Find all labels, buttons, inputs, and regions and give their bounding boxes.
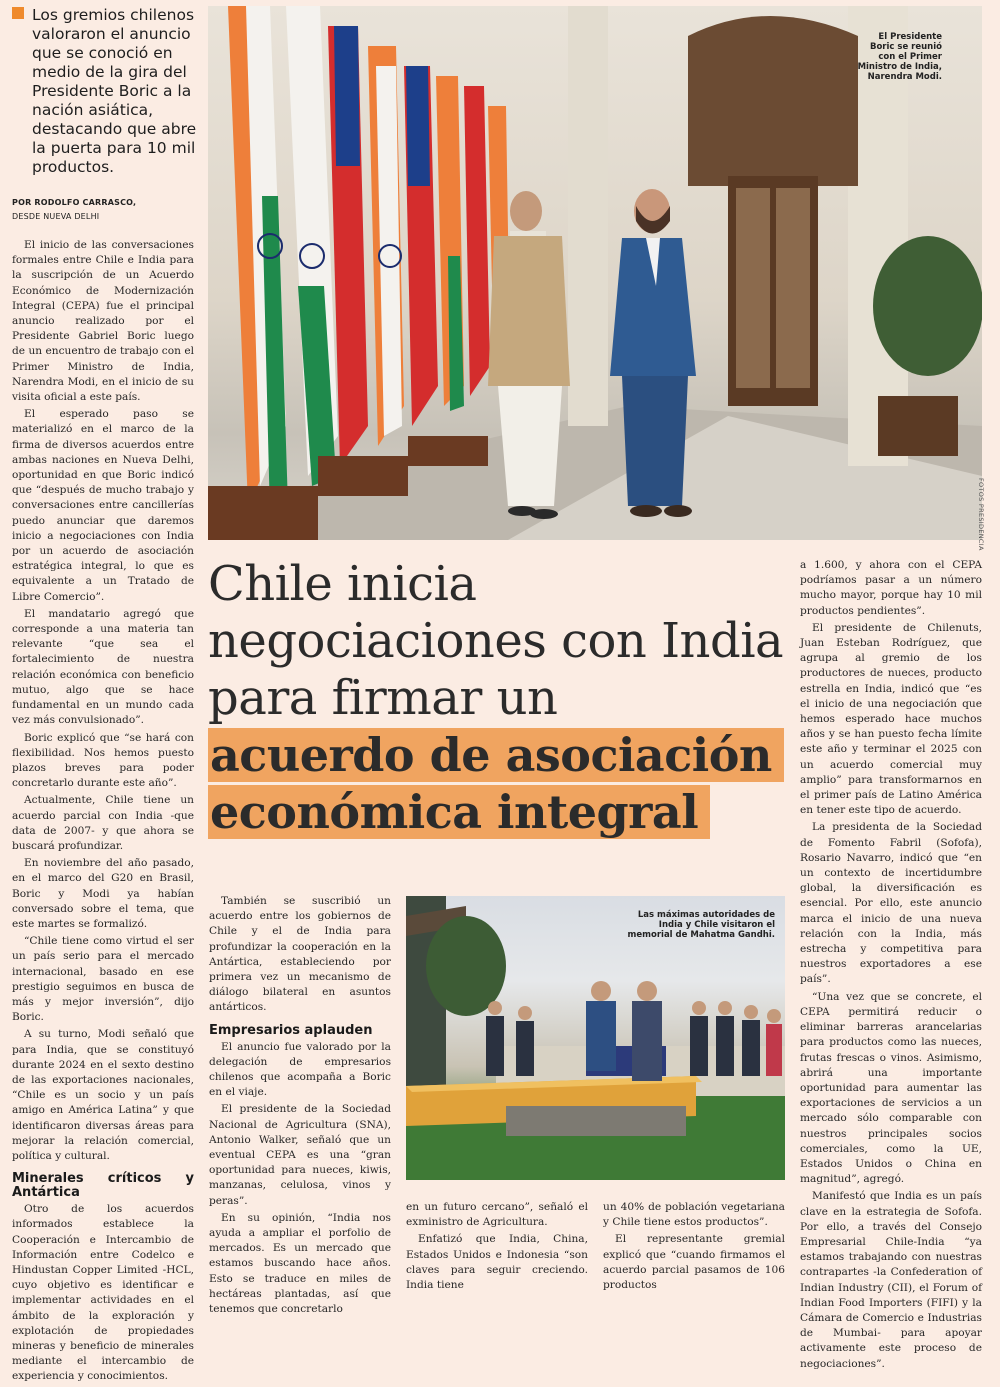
paragraph: A su turno, Modi señaló que para India, que se constituyó durante 2024 en el sexto destino de las exportaciones nacionales, “Chile es un socio y un país amigo en América Latina” y que identificaron diversas áreas para mejorar la relación comercial, política y cultural. (12, 1028, 194, 1162)
lead-summary (12, 6, 198, 177)
memorial-photo (406, 896, 785, 1180)
paragraph: “Chile tiene como virtud el ser un país serio para el mercado internacional, basado en ese prestigio seguimos en busca de más y mejor inversión”, dijo Boric. (12, 935, 194, 1024)
bullet-square-icon (12, 7, 24, 19)
paragraph: Actualmente, Chile tiene un acuerdo parcial con India -que data de 2007- y que ahora se buscará profundizar. (12, 794, 194, 852)
headline-bold: acuerdo de asociación económica integral (208, 728, 784, 839)
paragraph: El presidente de la Sociedad Nacional de Agricultura (SNA), Antonio Walker, señaló que un eventual CEPA es una “gran oportunidad para nueces, kiwis, manzanas, celulosa, vinos y peras”. (209, 1103, 391, 1207)
paragraph: El presidente de Chilenuts, Juan Esteban Rodríguez, que agrupa al gremio de los productores de nueces, producto estrella en India, indicó que “es el inicio de una negociación que hemos esperado hace muchos años y se han puesto fecha límite este año y terminar el 2025 con un acuerdo comercial muy amplio” para transformarnos en el primer país de Latino América en tener este tipo de acuerdo. (800, 621, 982, 817)
paragraph: en un futuro cercano”, señaló el exministro de Agricultura. (406, 1201, 588, 1229)
photo-illustration (208, 6, 982, 540)
article-column-5 (800, 558, 982, 1374)
photo-caption: El Presidente Boric se reunió con el Primer Ministro de India, Narendra Modi. (857, 32, 942, 82)
subheading: Empresarios aplauden (209, 1022, 373, 1038)
paragraph: a 1.600, y ahora con el CEPA podríamos pasar a un número mucho mayor, porque hay 10 mil productos pendientes”. (800, 559, 982, 617)
paragraph: En su opinión, “India nos ayuda a ampliar el porfolio de mercados. Es un mercado que estamos buscando hace años. Esto se traduce en miles de hectáreas plantadas, así que tenemos que concretarlo (209, 1211, 391, 1316)
photo-caption: Las máximas autoridades de India y Chile visitaron el memorial de Mahatma Gandhi. (627, 910, 775, 940)
article-column-4 (603, 1200, 785, 1295)
paragraph: También se suscribió un acuerdo entre los gobiernos de Chile y el de India para profundizar la cooperación en la Antártica, estableciendo por primera vez un mecanismo de diálogo bilateral en asuntos antárticos. (209, 895, 391, 1014)
paragraph: Otro de los acuerdos informados establece la Cooperación e Intercambio de Información entre Codelco e Hindustan Copper Limited -HCL, cuyo objetivo es identificar e implementar actividades en el ámbito de la exploración y explotación de propiedades mineras y beneficio de minerales mediante el intercambio de experiencia y conocimientos. (12, 1203, 194, 1383)
paragraph: Manifestó que India es un país clave en la estrategia de Sofofa. Por ello, a través del Consejo Empresarial Chile-India “ya estamos trabajando con nuestras contrapartes -la Confederation of Indian Industry (CII), el Forum of Indian Food Importers (FIFI) y la Cámara de Comercio e Industrias de Mumbai- para apoyar activamente este proceso de negociaciones”. (800, 1190, 982, 1370)
paragraph: La presidenta de la Sociedad de Fomento Fabril (Sofofa), Rosario Navarro, indicó que “en un contexto de incertidumbre global, la diversificación es esencial. Por ello, este anuncio marca el inicio de una nueva relación con la India, más estrecha y competitiva para nuestros exportadores a ese país”. (800, 821, 982, 986)
headline-light: Chile inicia negociaciones con India para firmar un (208, 556, 784, 726)
paragraph: El inicio de las conversaciones formales entre Chile e India para la suscripción de un Acuerdo Económico de Modernización Integral (CEPA) fue el principal anuncio realizado por el Presidente Gabriel Boric luego de un encuentro de trabajo con el Primer Ministro de India, Narendra Modi, en el inicio de su visita oficial a este país. (12, 239, 194, 404)
paragraph: El anuncio fue valorado por la delegación de empresarios chilenos que acompaña a Boric en el viaje. (209, 1040, 391, 1099)
paragraph: En noviembre del año pasado, en el marco del G20 en Brasil, Boric y Modi ya habían conversado sobre el tema, que este martes se formalizó. (12, 857, 194, 930)
photo-credit: FOTOS PRESIDENCIA (977, 478, 985, 551)
headline (208, 556, 788, 841)
article-column-1 (12, 238, 194, 1387)
subheading: Minerales críticos y Antártica (12, 1171, 194, 1201)
paragraph: Boric explicó que “se hará con flexibilidad. Nos hemos puesto plazos breves para poder concretarlo durante este año”. (12, 731, 194, 790)
lead-text: Los gremios chilenos valoraron el anuncio que se conoció en medio de la gira del Presidente Boric a la nación asiática, destacando que abre la puerta para 10 mil productos. (32, 6, 197, 176)
paragraph: El esperado paso se materializó en el marco de la firma de diversos acuerdos entre ambas naciones en Nueva Delhi, oportunidad en que Boric indicó que “después de mucho trabajo y conversaciones entre cancillerías puedo anunciar que daremos inicio a negociaciones con India por un acuerdo de asociación estratégica integral, lo que es equivalente a un Tratado de Libre Comercio”. (12, 408, 194, 603)
byline (12, 196, 198, 224)
article-column-3 (406, 1200, 588, 1295)
article-column-2 (209, 894, 391, 1319)
paragraph: El representante gremial explicó que “cuando firmamos el acuerdo parcial pasamos de 106 productos (603, 1233, 785, 1292)
paragraph: “Una vez que se concrete, el CEPA permitirá reducir o eliminar barreras arancelarias para productos como las nueces, frutas frescas o vinos. Asimismo, abrirá una importante oportunidad para aumentar las exportaciones de servicios a un mercado sólo comparable con nuestros principales socios comerciales, como la UE, Estados Unidos o China en magnitud”, agregó. (800, 990, 982, 1186)
paragraph: El mandatario agregó que corresponde a una materia tan relevante “que sea el fortalecimiento de nuestra relación económica con beneficio mutuo, algo que se hace fundamental en un mundo cada vez más convulsionado”. (12, 607, 194, 727)
paragraph: Enfatizó que India, China, Estados Unidos e Indonesia “son claves para seguir creciendo. India tiene (406, 1233, 588, 1292)
paragraph: un 40% de población vegetariana y Chile tiene estos productos”. (603, 1201, 785, 1229)
main-photo (208, 6, 982, 540)
byline-author: POR RODOLFO CARRASCO, (12, 198, 137, 207)
byline-location: DESDE NUEVA DELHI (12, 212, 100, 221)
